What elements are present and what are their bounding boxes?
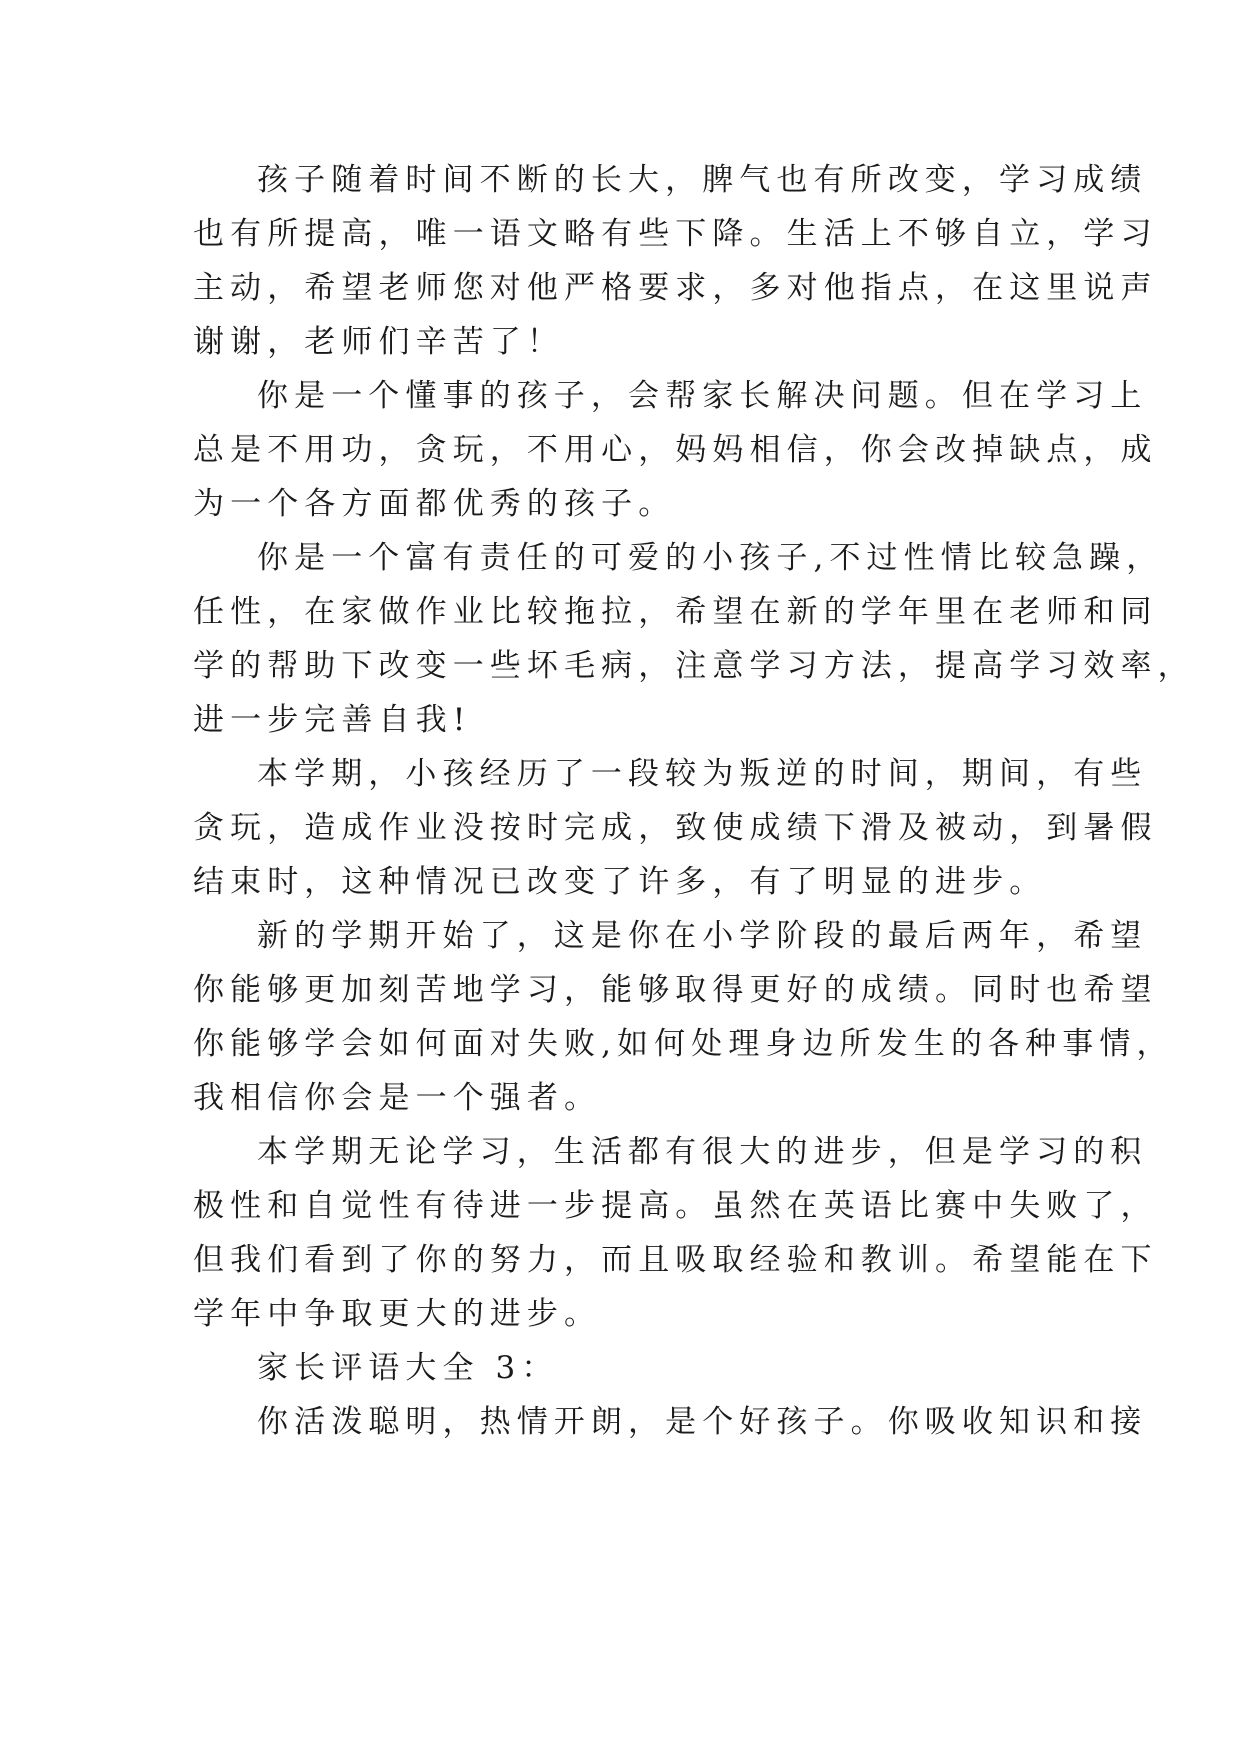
text-line: 主动，希望老师您对他严格要求，多对他指点，在这里说声 <box>193 270 1158 306</box>
text-line: 孩子随着时间不断的长大，脾气也有所改变，学习成绩 <box>257 162 1148 198</box>
text-line: 进一步完善自我! <box>193 702 472 738</box>
text-line: 本学期，小孩经历了一段较为叛逆的时间，期间，有些 <box>257 756 1148 792</box>
text-line: 总是不用功，贪玩，不用心，妈妈相信，你会改掉缺点，成 <box>193 432 1158 468</box>
text-line: 贪玩，造成作业没按时完成，致使成绩下滑及被动，到暑假 <box>193 810 1158 846</box>
text-line: 你能够更加刻苦地学习，能够取得更好的成绩。同时也希望 <box>193 972 1158 1008</box>
text-line: 任性，在家做作业比较拖拉，希望在新的学年里在老师和同 <box>193 594 1158 630</box>
text-line: 学年中争取更大的进步。 <box>193 1296 602 1332</box>
text-line: 你活泼聪明，热情开朗，是个好孩子。你吸收知识和接 <box>257 1404 1148 1440</box>
text-line: 为一个各方面都优秀的孩子。 <box>193 486 676 522</box>
text-line: 极性和自觉性有待进一步提高。虽然在英语比赛中失败了， <box>193 1188 1158 1224</box>
text-line: 也有所提高，唯一语文略有些下降。生活上不够自立，学习 <box>193 216 1158 252</box>
text-line: 我相信你会是一个强者。 <box>193 1080 602 1116</box>
text-line: 你能够学会如何面对失败,如何处理身边所发生的各种事情， <box>193 1026 1174 1062</box>
text-line: 谢谢，老师们辛苦了！ <box>193 324 564 360</box>
text-line: 但我们看到了你的努力，而且吸取经验和教训。希望能在下 <box>193 1242 1158 1278</box>
text-line: 你是一个富有责任的可爱的小孩子,不过性情比较急躁， <box>257 540 1164 576</box>
text-line: 学的帮助下改变一些坏毛病，注意学习方法，提高学习效率， <box>193 648 1195 684</box>
section-heading: 家长评语大全 3： <box>257 1350 559 1386</box>
text-line: 结束时，这种情况已改变了许多，有了明显的进步。 <box>193 864 1047 900</box>
text-line: 你是一个懂事的孩子，会帮家长解决问题。但在学习上 <box>257 378 1148 414</box>
text-line: 本学期无论学习，生活都有很大的进步，但是学习的积 <box>257 1134 1148 1170</box>
text-line: 新的学期开始了，这是你在小学阶段的最后两年，希望 <box>257 918 1148 954</box>
